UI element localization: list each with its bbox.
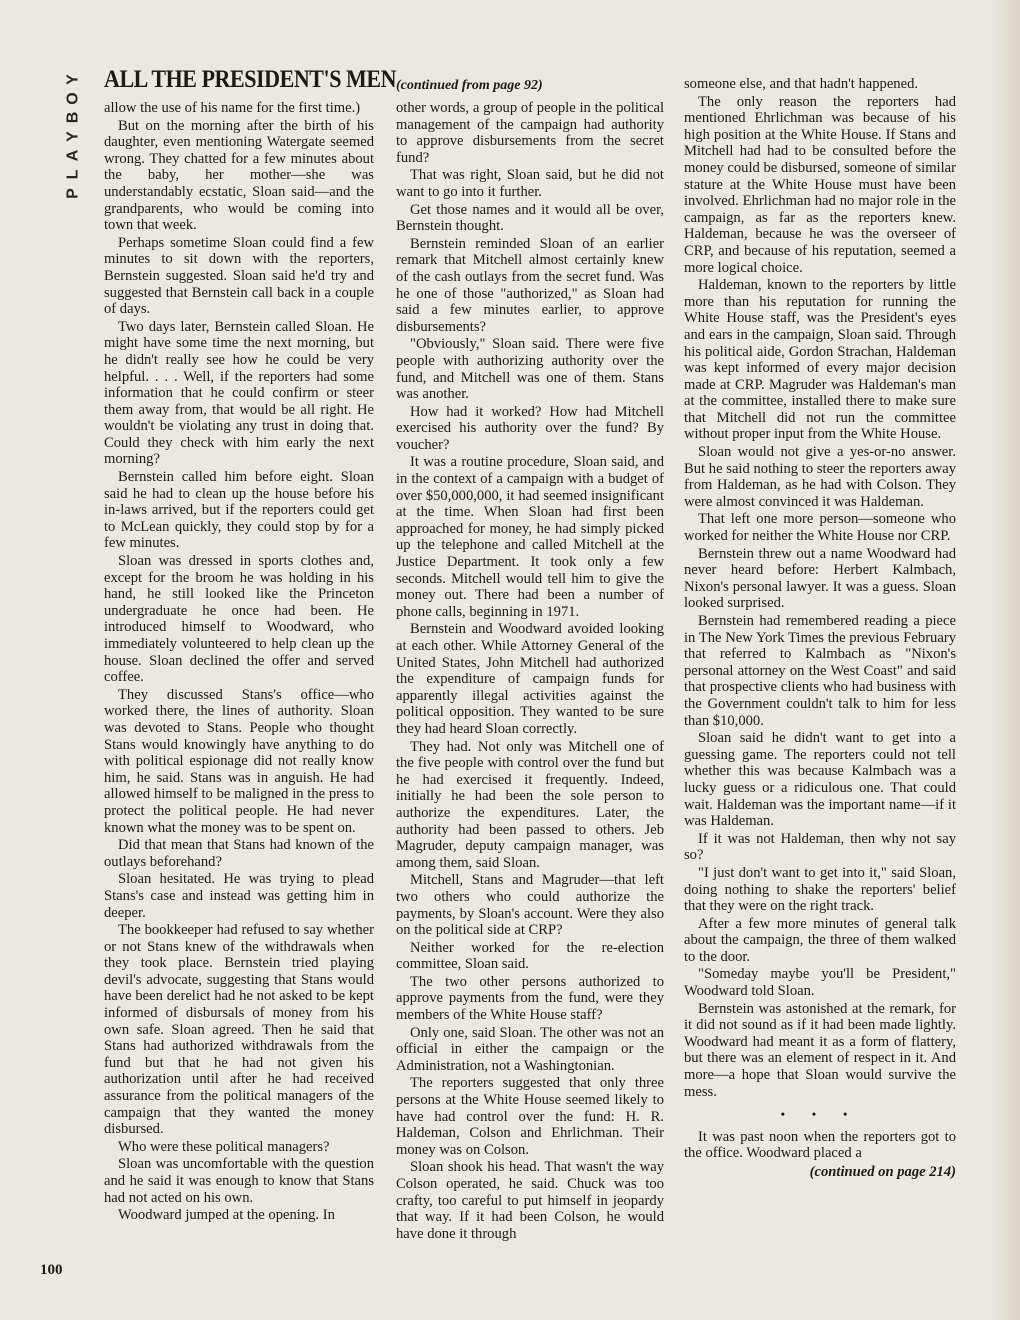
masthead-letter: L xyxy=(64,169,82,180)
masthead-letter: Y xyxy=(64,131,82,142)
paragraph: Who were these political managers? xyxy=(118,1138,330,1155)
paragraph: Mitchell, Stans and Magruder—that left two others who could authorize the payments, by Sloan's account. Were they also on the political side at CRP? xyxy=(396,872,664,939)
paragraph: Bernstein threw out a name Woodward had never heard before: Herbert Kalmbach, Nixon's personal lawyer. It was a guess. Sloan looked surprised. xyxy=(684,545,956,612)
section-separator: • • • xyxy=(780,1107,860,1122)
paragraph: It was past noon when the reporters got to the office. Woodward placed a xyxy=(684,1128,956,1162)
masthead-vertical xyxy=(60,70,86,203)
paragraph: Sloan was uncomfortable with the question and he said it was enough to know that Stans had not acted on his own. xyxy=(104,1156,374,1206)
page-number: 100 xyxy=(40,1262,63,1278)
paragraph: Two days later, Bernstein called Sloan. He might have some time the next morning, but he didn't really see how he could be very helpful. . . . Well, if the reporters had some information that he could confirm or steer them away from, that would be all right. He wouldn't be violating any trust in doing that. Could they check with him early the next morning? xyxy=(104,318,374,468)
paragraph: The bookkeeper had refused to say whether or not Stans knew of the withdrawals when they took place. Bernstein tried playing devil's advocate, suggesting that Stans would have been derelict had he not asked to be kept informed of disbursals of money from his own safe. Sloan agreed. Then he said that Stans had authorized withdrawals from the fund but that he had not given his authorization until after he had received assurance from the political managers of the campaign that they wanted the money disbursed. xyxy=(104,922,374,1138)
masthead-letter: B xyxy=(64,111,82,124)
paragraph: After a few more minutes of general talk about the campaign, the three of them walked to the door. xyxy=(684,915,956,965)
paragraph: Bernstein called him before eight. Sloan said he had to clean up the house before his in-laws arrived, but if the reporters could get to McLean quickly, they could stop by for a few minutes. xyxy=(104,469,374,552)
masthead-letter: Y xyxy=(64,74,82,85)
paragraph: Bernstein reminded Sloan of an earlier remark that Mitchell almost certainly knew of the cash outlays from the secret fund. Was he one of those "authorized," as Sloan had said a few minutes earlier, to approve disbursements? xyxy=(396,235,664,335)
paragraph: Only one, said Sloan. The other was not an official in either the campaign or the Administration, not a Washingtonian. xyxy=(396,1024,664,1074)
paragraph: "I just don't want to get into it," said Sloan, doing nothing to shake the reporters' belief that they were on the right track. xyxy=(684,864,956,915)
paragraph: Did that mean that Stans had known of the outlays beforehand? xyxy=(104,837,374,870)
text-column-2 xyxy=(396,100,664,1242)
continued-on-note: (continued on page 214) xyxy=(809,1164,956,1180)
paragraph: That was right, Sloan said, but he did not want to go into it further. xyxy=(396,167,664,200)
paragraph: That left one more person—someone who worked for neither the White House nor CRP. xyxy=(684,511,956,545)
text-column-3 xyxy=(684,76,956,1181)
paragraph: If it was not Haldeman, then why not say so? xyxy=(684,830,956,864)
paragraph: Perhaps sometime Sloan could find a few minutes to sit down with the reporters, Bernstein suggested. Sloan said he'd try and suggested that Bernstein call back in a couple of days. xyxy=(104,234,374,318)
paragraph: Sloan hesitated. He was trying to plead Stans's case and instead was getting him in deeper. xyxy=(104,871,374,921)
page-edge-shadow xyxy=(990,0,1020,1320)
paragraph: Get those names and it would all be over, Bernstein thought. xyxy=(396,201,664,235)
paragraph: Haldeman, known to the reporters by little more than his reputation for running the White House staff, was the President's eyes and ears in the campaign, Sloan said. Through his political aide, Gordon Strachan, Haldeman was kept informed of every major decision made at CRP. Magruder was Haldeman's man at the committee, installed there to make sure that Mitchell did not run the committee without proper input from the White House. xyxy=(684,277,956,443)
paragraph: Bernstein had remembered reading a piece in The New York Times the previous February that referred to Kalmbach as "Nixon's personal attorney on the West Coast" and said that prospective clients who had business with the Government couldn't talk to him for less than $10,000. xyxy=(684,613,956,729)
continued-from-note: (continued from page 92) xyxy=(396,78,543,93)
paragraph: Sloan was dressed in sports clothes and, except for the broom he was holding in his hand, he still looked like the Princeton undergraduate he once had been. He introduced himself to Woodward, who immediately volunteered to help clean up the house. Sloan declined the offer and served coffee. xyxy=(104,553,374,686)
masthead-letter: A xyxy=(64,149,82,162)
paragraph: "Someday maybe you'll be President," Woodward told Sloan. xyxy=(684,966,956,1000)
paragraph: Sloan shook his head. That wasn't the way Colson operated, he said. Chuck was too crafty, too careful to put himself in jeopardy that way. If it had been Colson, he would have done it through xyxy=(396,1159,664,1242)
paragraph: How had it worked? How had Mitchell exercised his authority over the fund? By voucher? xyxy=(396,403,664,453)
paragraph: It was a routine procedure, Sloan said, and in the context of a campaign with a budget of over $50,000,000, it had seemed insignificant at the time. When Sloan had first been approached for money, he had simply picked up the telephone and called Mitchell at the Justice Department. It took only a few seconds. Mitchell would tell him to give the money out. There had been a number of phone calls, beginning in 1971. xyxy=(396,454,664,620)
paragraph: Sloan would not give a yes-or-no answer. But he said nothing to steer the reporters away from Haldeman, as he had with Colson. They were almost convinced it was Haldeman. xyxy=(684,444,956,510)
running-head: ALL THE PRESIDENT'S MEN xyxy=(104,66,397,93)
paragraph: But on the morning after the birth of his daughter, even mentioning Watergate seemed wrong. They chatted for a few minutes about the baby, her mother—she was understandably ecstatic, Sloan said—and the grandparents, who would be coming into town that week. xyxy=(104,117,374,234)
paragraph: Woodward jumped at the opening. In xyxy=(118,1207,335,1224)
masthead-letters xyxy=(60,70,86,203)
paragraph: They discussed Stans's office—who worked there, the lines of authority. Sloan was devoted to Stans. People who thought Stans would knowingly have anything to do with political espionage did not really know him, he said. Stans was in anguish. He had allowed himself to be maligned in the press to protect the political people. He had never known what the money was to be spent on. xyxy=(104,686,374,836)
paragraph: Neither worked for the re-election committee, Sloan said. xyxy=(396,939,664,973)
paragraph: Bernstein was astonished at the remark, for it did not sound as if it had been made lightly. Woodward had meant it as a form of flattery, but there was an element of respect in it. And more—a hope that Sloan would survive the mess. xyxy=(684,1000,956,1100)
paragraph: Sloan said he didn't want to get into a guessing game. The reporters could not tell whether this was because Kalmbach was a lucky guess or a ridiculous one. That could wait. Haldeman was the important name—if it was Haldeman. xyxy=(684,730,956,830)
paragraph: Bernstein and Woodward avoided looking at each other. While Attorney General of the United States, John Mitchell had authorized the expenditure of campaign funds for apparently illegal activities against the political opposition. They wanted to be sure they had heard Sloan correctly. xyxy=(396,621,664,737)
paragraph: allow the use of his name for the first time.) xyxy=(104,100,361,116)
masthead-letter: P xyxy=(64,188,82,199)
paragraph: The two other persons authorized to approve payments from the fund, were they members of the White House staff? xyxy=(396,973,664,1024)
paragraph: They had. Not only was Mitchell one of the five people with control over the fund but he had exercised it frequently. Indeed, initially he had been the sole person to authorize the expenditures. Later, the authority had been passed to others. Jeb Magruder, deputy campaign manager, was among them, said Sloan. xyxy=(396,738,664,871)
paragraph: "Obviously," Sloan said. There were five people with authorizing authority over the fund, and Mitchell was one of them. Stans was another. xyxy=(396,336,664,403)
text-column-1 xyxy=(104,100,374,1224)
paragraph: other words, a group of people in the political management of the campaign had authority to approve disbursements from the secret fund? xyxy=(396,100,664,166)
paragraph: The reporters suggested that only three persons at the White House seemed likely to have had control over the fund: H. R. Haldeman, Colson and Ehrlichman. Their money was on Colson. xyxy=(396,1075,664,1158)
paragraph: someone else, and that hadn't happened. xyxy=(684,76,919,92)
paragraph: The only reason the reporters had mentioned Ehrlichman was because of his high position at the White House. If Stans and Mitchell had had to be consulted before the money could be disbursed, someone of similar stature at the White House must have been involved. Ehrlichman had no major role in the campaign, as far as the reporters knew. Haldeman, because he was the overseer of CRP, and because of his reputation, seemed a more logical choice. xyxy=(684,93,956,276)
masthead-letter: O xyxy=(64,92,82,105)
